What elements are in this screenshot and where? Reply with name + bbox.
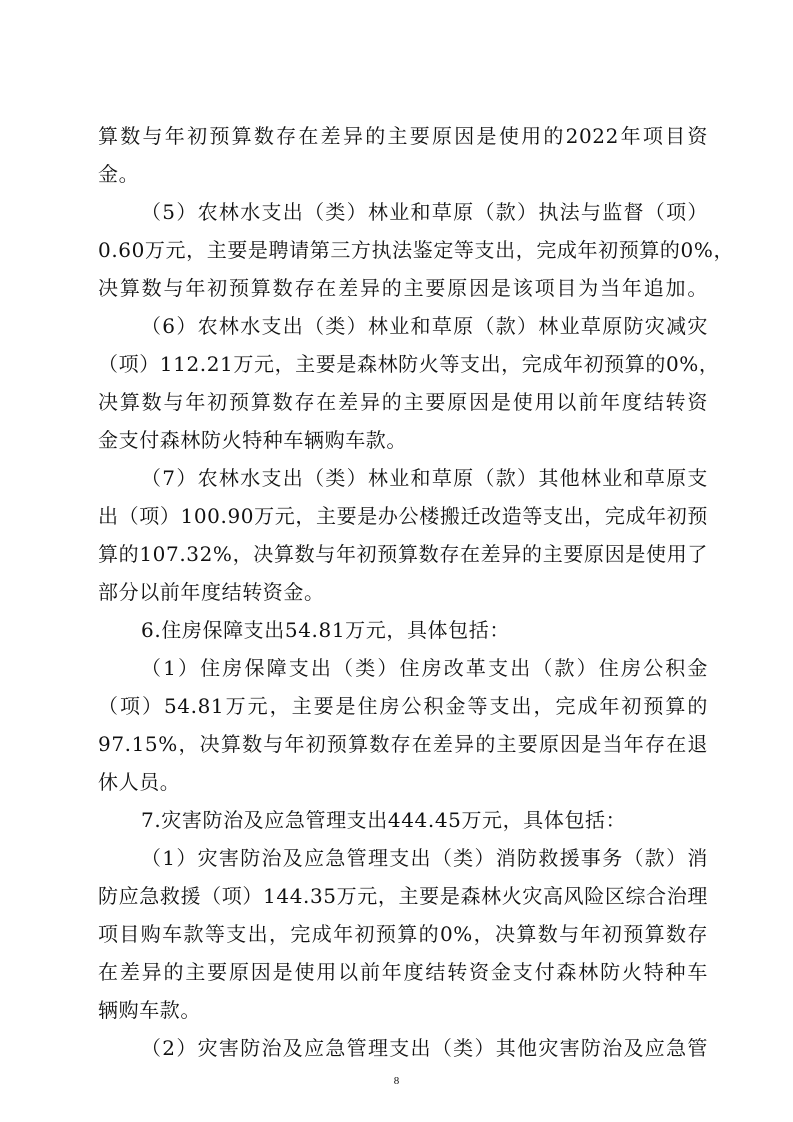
text-line: 防应急救援（项）144.35万元，主要是森林火灾高风险区综合治理 [98,884,708,908]
text-line: 出（项）100.90万元，主要是办公楼搬迁改造等支出，完成年初预 [98,504,708,528]
text-line: 部分以前年度结转资金。 [98,580,325,604]
text-line: 金。 [98,162,140,186]
text-line: 项目购车款等支出，完成年初预算的0%，决算数与年初预算数存 [98,922,708,946]
section-heading: 7.灾害防治及应急管理支出444.45万元，具体包括： [141,808,627,832]
text-line: 决算数与年初预算数存在差异的主要原因是该项目为当年追加。 [98,276,708,300]
text-line: 在差异的主要原因是使用以前年度结转资金支付森林防火特种车 [98,960,708,984]
text-line: （1）灾害防治及应急管理支出（类）消防救援事务（款）消 [141,846,708,870]
text-line: 休人员。 [98,770,181,794]
text-line: 算数与年初预算数存在差异的主要原因是使用的2022年项目资 [98,124,708,148]
text-line: （5）农林水支出（类）林业和草原（款）执法与监督（项） [141,200,708,224]
text-line: 辆购车款。 [98,998,201,1022]
page-number: 8 [393,1075,400,1087]
text-line: 决算数与年初预算数存在差异的主要原因是使用以前年度结转资 [98,390,708,414]
text-line: （1）住房保障支出（类）住房改革支出（款）住房公积金 [141,656,708,680]
text-line: （项）112.21万元，主要是森林防火等支出，完成年初预算的0%， [98,352,720,376]
text-line: 算的107.32%，决算数与年初预算数存在差异的主要原因是使用了 [98,542,708,566]
section-heading: 6.住房保障支出54.81万元，具体包括： [141,618,510,642]
text-line: （7）农林水支出（类）林业和草原（款）其他林业和草原支 [141,466,708,490]
text-line: （项）54.81万元，主要是住房公积金等支出，完成年初预算的 [98,694,708,718]
text-line: （2）灾害防治及应急管理支出（类）其他灾害防治及应急管 [141,1036,708,1060]
text-line: （6）农林水支出（类）林业和草原（款）林业草原防灾减灾 [141,314,708,338]
text-line: 97.15%，决算数与年初预算数存在差异的主要原因是当年存在退 [98,732,708,756]
text-line: 金支付森林防火特种车辆购车款。 [98,428,407,452]
text-line: 0.60万元，主要是聘请第三方执法鉴定等支出，完成年初预算的0%， [98,238,735,262]
